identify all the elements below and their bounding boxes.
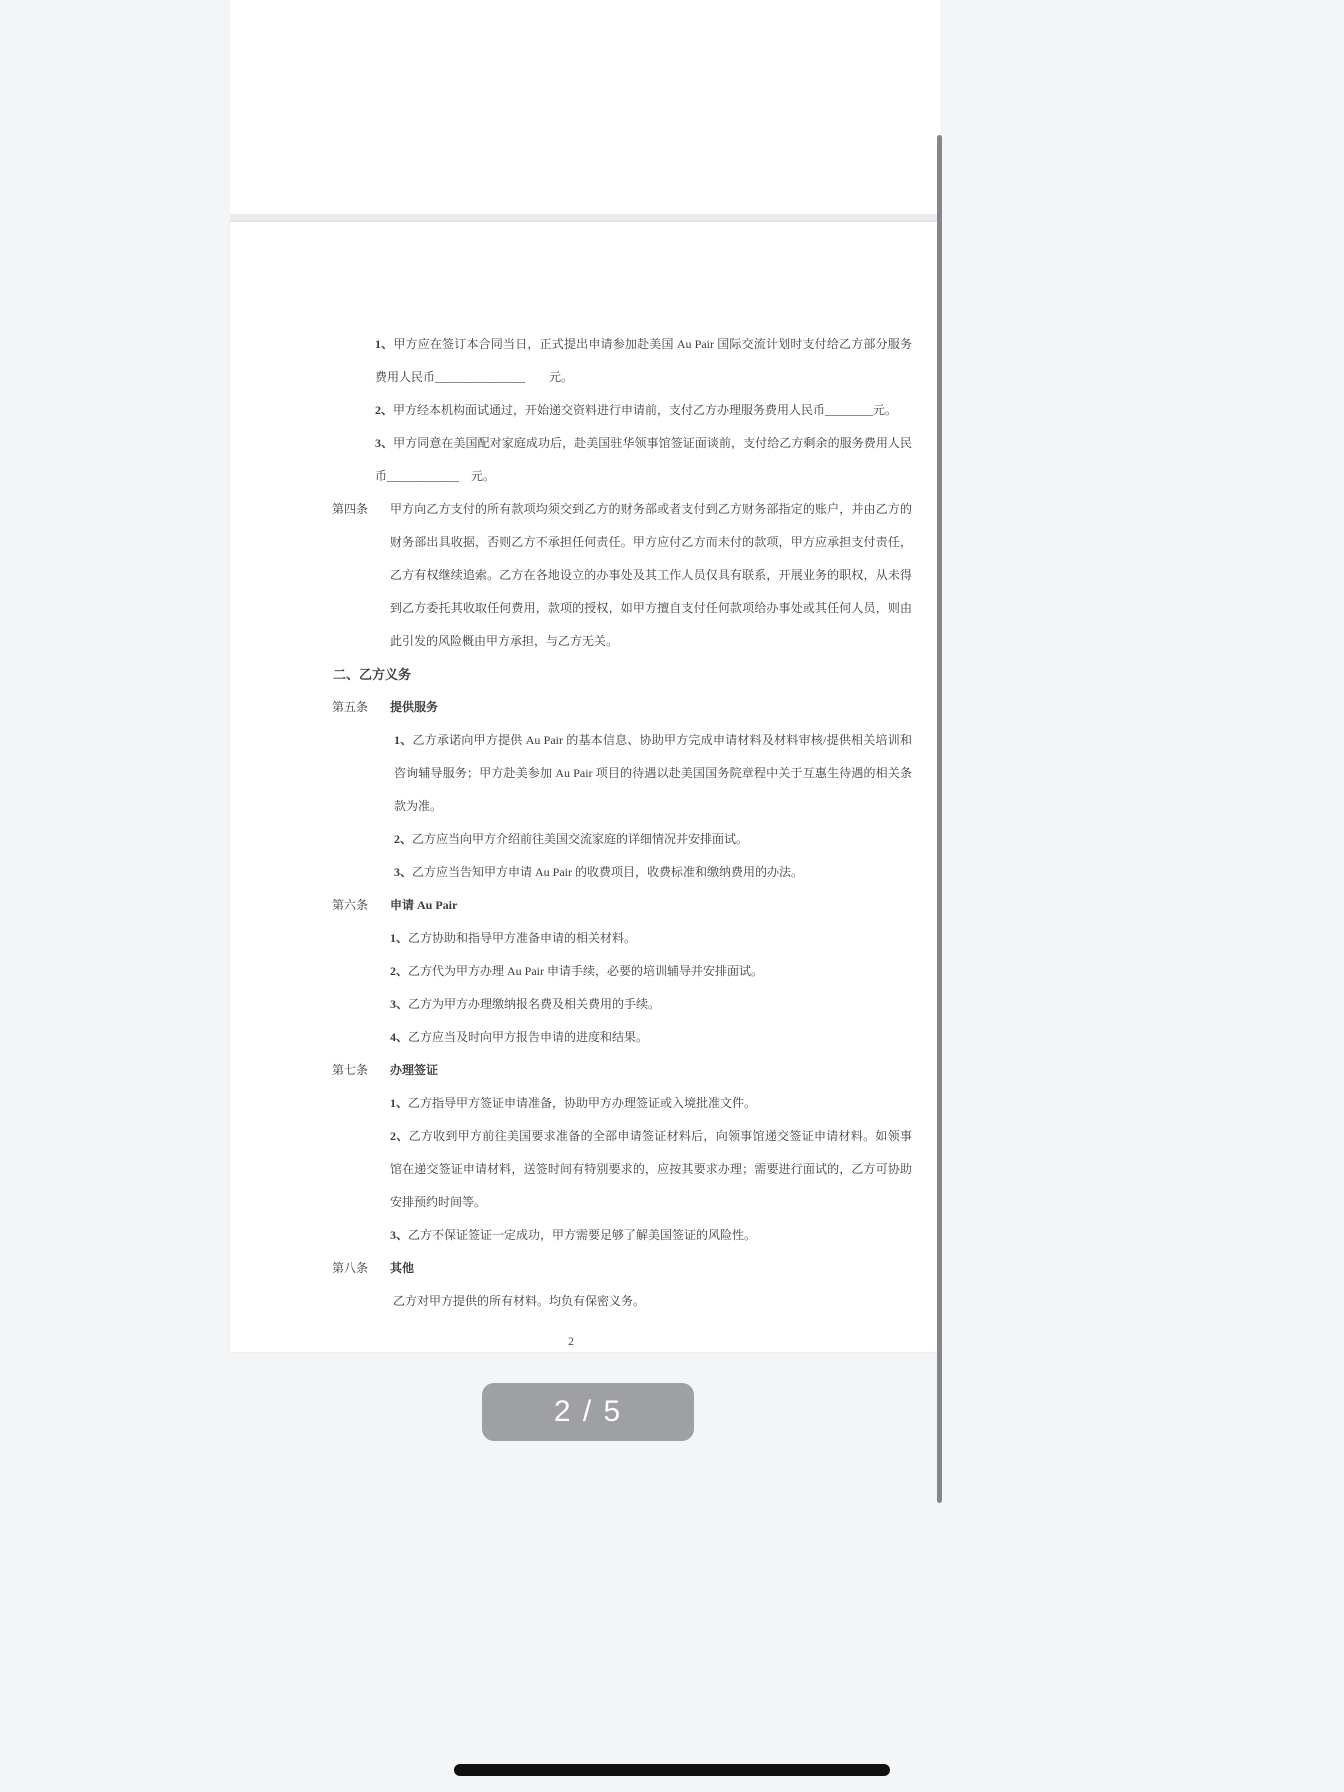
section-2-heading: 二、乙方义务 [333,667,412,682]
item-text: 乙方承诺向甲方提供 Au Pair 的基本信息、协助甲方完成申请材料及材料审核/提供相关培训和咨询辅导服务；甲方赴美参加 Au Pair 项目的待遇以赴美国国务院章程中关于互惠生待遇的相关条款为准。 [394,733,912,813]
item-text: 乙方收到甲方前往美国要求准备的全部申请签证材料后，向领事馆递交签证申请材料。如领事馆在递交签证申请材料，送签时间有特别要求的，应按其要求办理；需要进行面试的，乙方可协助安排预约时间等。 [390,1129,912,1209]
item-text: 乙方应当及时向甲方报告申请的进度和结果。 [408,1030,649,1044]
page-indicator-label: 2 / 5 [553,1395,623,1428]
clause-6-item-4 [390,1021,912,1054]
item-text: 乙方应当向甲方介绍前往美国交流家庭的详细情况并安排面试。 [412,832,749,846]
clause-title: 办理签证 [390,1063,439,1077]
item-number: 2、 [390,1129,409,1143]
clause-5-item-1 [394,724,912,823]
item-number: 1、 [394,733,413,747]
item-number: 3、 [390,997,409,1011]
clause-label: 第五条 [332,700,369,714]
clause-label: 第七条 [332,1063,369,1077]
clause-7-item-3 [390,1219,912,1252]
home-indicator[interactable] [454,1764,890,1776]
item-number: 4、 [390,1030,409,1044]
item-number: 3、 [375,436,394,450]
document-page [230,222,940,1352]
payment-item-3 [375,427,912,493]
item-number: 2、 [375,403,394,417]
item-text: 乙方代为甲方办理 Au Pair 申请手续，必要的培训辅导并安排面试。 [408,964,764,978]
page-indicator [482,1383,694,1441]
item-text: 甲方同意在美国配对家庭成功后，赴美国驻华领事馆签证面谈前，支付给乙方剩余的服务费用人民币____________ 元。 [375,436,912,483]
clause-6-item-3 [390,988,912,1021]
payment-item-2 [375,394,912,427]
payment-item-1 [375,328,912,394]
item-number: 1、 [375,337,394,351]
clause-title: 申请 Au Pair [390,898,458,912]
clause-6-item-1 [390,922,912,955]
clause-7-item-1 [390,1087,912,1120]
item-number: 1、 [390,931,409,945]
clause-5 [332,691,912,724]
item-number: 3、 [390,1228,409,1242]
clause-title: 提供服务 [390,700,439,714]
clause-7-item-2 [390,1120,912,1219]
clause-6-item-2 [390,955,912,988]
clause-label: 第六条 [332,898,369,912]
clause-body: 甲方向乙方支付的所有款项均须交到乙方的财务部或者支付到乙方财务部指定的账户，并由乙方的财务部出具收据，否则乙方不承担任何责任。甲方应付乙方而未付的款项，甲方应承担支付责任，乙方有权继续追索。乙方在各地设立的办事处及其工作人员仅具有联系，开展业务的职权，从未得到乙方委托其收取任何费用，款项的授权，如甲方擅自支付任何款项给办事处或其任何人员，则由此引发的风险概由甲方承担，与乙方无关。 [390,502,912,648]
page-number-footer: 2 [568,1336,574,1348]
item-text: 乙方不保证签证一定成功，甲方需要足够了解美国签证的风险性。 [408,1228,757,1242]
clause-8-text: 乙方对甲方提供的所有材料。均负有保密义务。 [393,1294,646,1308]
item-text: 乙方指导甲方签证申请准备，协助甲方办理签证或入境批准文件。 [408,1096,757,1110]
item-number: 1、 [390,1096,409,1110]
clause-8 [332,1252,912,1285]
item-number: 2、 [394,832,413,846]
page-gap [230,214,940,222]
item-text: 甲方应在签订本合同当日，正式提出申请参加赴美国 Au Pair 国际交流计划时支付给乙方部分服务费用人民币_______________ 元。 [375,337,912,384]
clause-4 [332,493,912,658]
previous-page-fragment [230,0,940,214]
item-text: 乙方应当告知甲方申请 Au Pair 的收费项目，收费标准和缴纳费用的办法。 [412,865,804,879]
clause-label: 第四条 [332,502,369,516]
item-text: 甲方经本机构面试通过，开始递交资料进行申请前，支付乙方办理服务费用人民币________元。 [393,403,898,417]
clause-title: 其他 [390,1261,415,1275]
item-text: 乙方协助和指导甲方准备申请的相关材料。 [408,931,637,945]
clause-5-item-3 [394,856,912,889]
clause-7 [332,1054,912,1087]
clause-6 [332,889,912,922]
clause-5-item-2 [394,823,912,856]
scrollbar[interactable] [937,135,942,1503]
item-text: 乙方为甲方办理缴纳报名费及相关费用的手续。 [408,997,661,1011]
item-number: 3、 [394,865,413,879]
document-content [230,222,940,1359]
clause-label: 第八条 [332,1261,369,1275]
item-number: 2、 [390,964,409,978]
